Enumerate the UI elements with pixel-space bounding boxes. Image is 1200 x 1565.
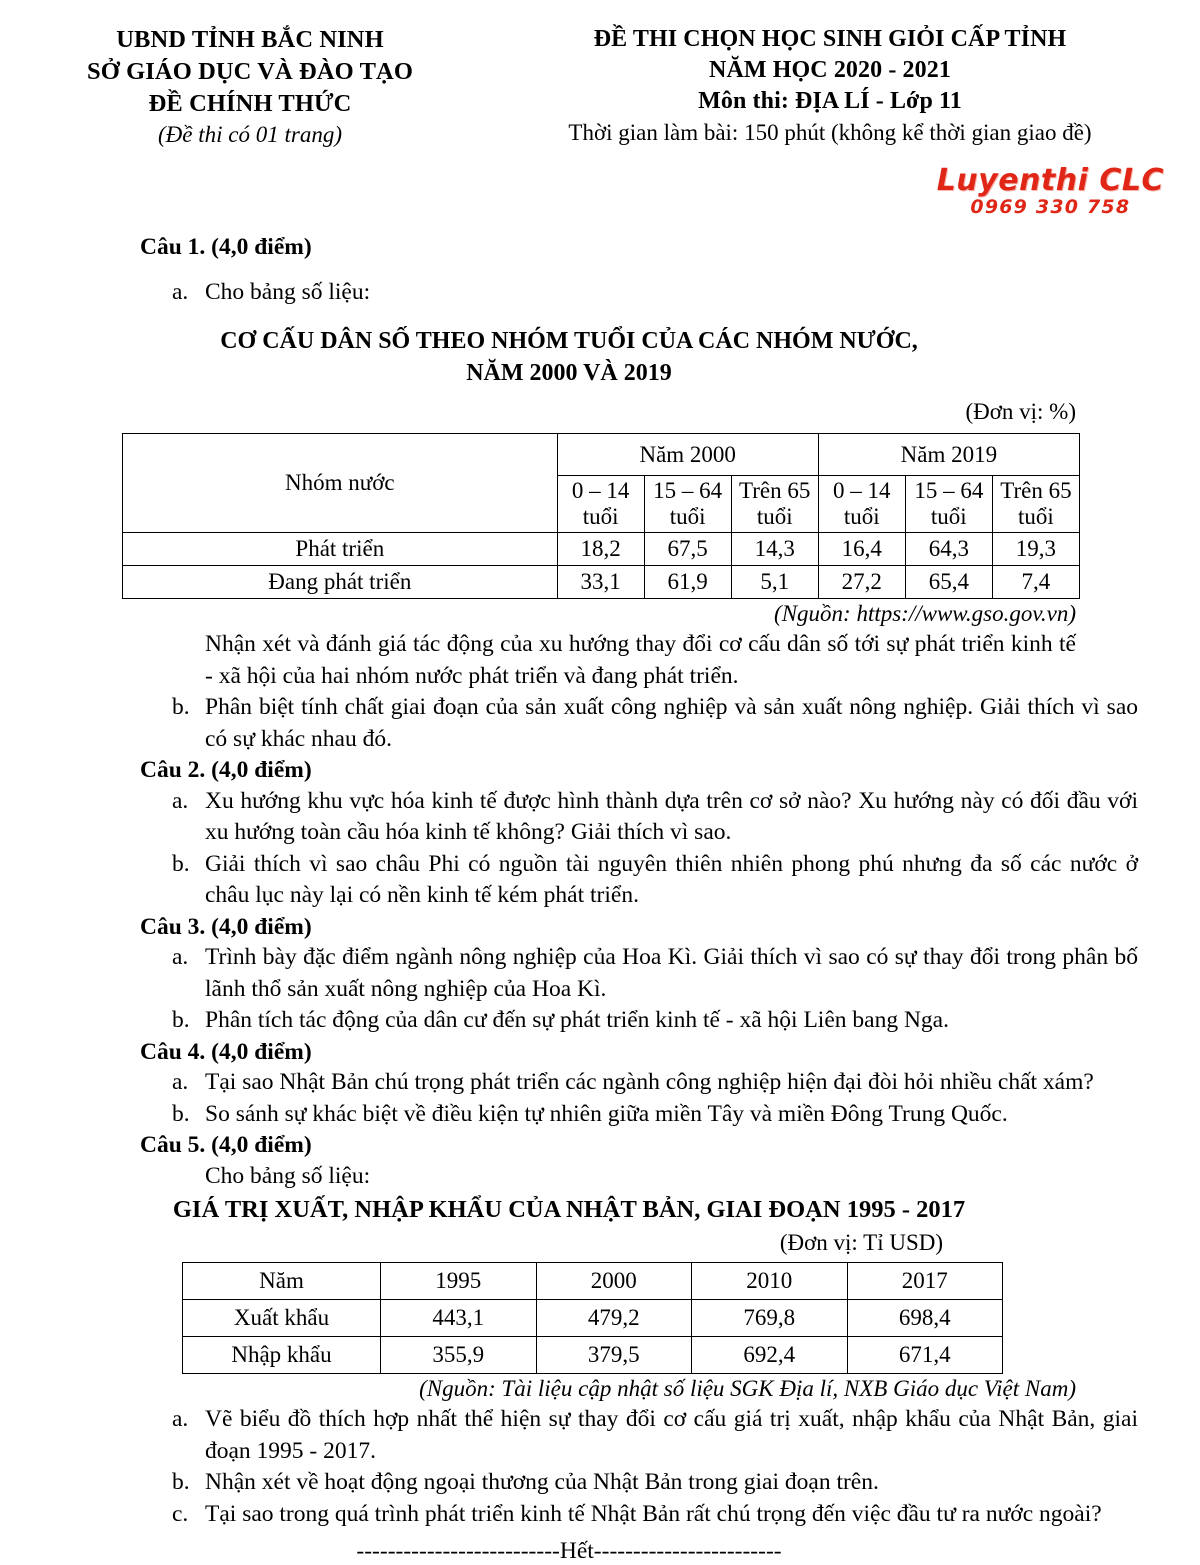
table2-row1-label: Nhập khẩu xyxy=(183,1337,381,1374)
item-text: Tại sao Nhật Bản chú trọng phát triển các ngành công nghiệp hiện đại đòi hỏi nhiều chất xám? xyxy=(205,1069,1094,1096)
table1-row0-cell0: 18,2 xyxy=(557,533,644,566)
item-text: Phân tích tác động của dân cư đến sự phát triển kinh tế - xã hội Liên bang Nga. xyxy=(205,1007,949,1034)
item-marker: b. xyxy=(172,1007,190,1034)
table1-row0-cell2: 14,3 xyxy=(731,533,818,566)
table1-row1-label: Đang phát triển xyxy=(123,566,558,599)
end-of-exam-marker: --------------------------Hết------------------------ xyxy=(356,1538,782,1565)
page-count-note: (Đề thi có 01 trang) xyxy=(158,121,342,147)
logo-phone-text: 0969 330 758 xyxy=(970,196,1131,218)
table2-row1-cell1: 379,5 xyxy=(536,1337,692,1374)
question-3-item-a xyxy=(172,942,1138,1005)
japan-trade-table xyxy=(182,1262,1003,1374)
item-text: So sánh sự khác biệt về điều kiện tự nhiên giữa miền Tây và miền Đông Trung Quốc. xyxy=(205,1100,1008,1127)
question-2-item-a xyxy=(172,786,1138,849)
question-1-after-table-text: Nhận xét và đánh giá tác động của xu hướng thay đổi cơ cấu dân số tới sự phát triển kinh tế - xã hội của hai nhóm nước phát triển và đang phát triển. xyxy=(205,631,1076,689)
table1-row0-cell4: 64,3 xyxy=(905,533,992,566)
question-5-item-a xyxy=(172,1404,1138,1467)
luyenthi-clc-logo xyxy=(936,163,1164,218)
exam-title-line: ĐỀ THI CHỌN HỌC SINH GIỎI CẤP TỈNH xyxy=(593,26,1067,52)
item-text: Nhận xét về hoạt động ngoại thương của Nhật Bản trong giai đoạn trên. xyxy=(205,1469,879,1496)
table1-row1-cell0: 33,1 xyxy=(557,566,644,599)
table2-title: GIÁ TRỊ XUẤT, NHẬP KHẨU CỦA NHẬT BẢN, GIAI ĐOẠN 1995 - 2017 xyxy=(172,1196,966,1224)
table-row xyxy=(183,1337,1003,1374)
table2-header-label: Năm xyxy=(183,1263,381,1300)
item-text: Tại sao trong quá trình phát triển kinh tế Nhật Bản rất chú trọng đến việc đầu tư ra nước ngoài? xyxy=(205,1500,1102,1527)
table1-group-header-2019: Năm 2019 xyxy=(818,434,1079,476)
table2-row1-cell0: 355,9 xyxy=(381,1337,537,1374)
table2-row0-label: Xuất khẩu xyxy=(183,1300,381,1337)
item-marker: b. xyxy=(172,1100,190,1127)
item-marker: a. xyxy=(172,944,189,971)
exam-body xyxy=(0,232,1200,1565)
table1-row1-cell3: 27,2 xyxy=(818,566,905,599)
table2-header-year-1: 2000 xyxy=(536,1263,692,1300)
item-marker: a. xyxy=(172,278,189,305)
table2-row0-cell3: 698,4 xyxy=(847,1300,1003,1337)
table1-subheader-1: 15 – 64 tuổi xyxy=(644,476,731,533)
department-line: SỞ GIÁO DỤC VÀ ĐÀO TẠO xyxy=(87,57,413,85)
header-right-block xyxy=(500,24,1160,149)
table1-title-line1: CƠ CẤU DÂN SỐ THEO NHÓM TUỔI CỦA CÁC NHÓM NƯỚC, xyxy=(220,328,918,355)
question-4-item-b xyxy=(172,1099,1138,1130)
table1-corner-label: Nhóm nước xyxy=(123,434,558,533)
document-header xyxy=(0,0,1200,149)
table2-unit-label: (Đơn vị: Tỉ USD) xyxy=(779,1230,943,1256)
official-exam-label: ĐỀ CHÍNH THỨC xyxy=(148,89,352,117)
table1-group-header-2000: Năm 2000 xyxy=(557,434,818,476)
question-4-heading: Câu 4. (4,0 điểm) xyxy=(140,1038,312,1065)
question-5-item-b xyxy=(172,1467,1138,1498)
table1-header-row-1 xyxy=(123,434,1080,476)
question-3-item-b xyxy=(172,1005,1138,1036)
table2-row0-cell0: 443,1 xyxy=(381,1300,537,1337)
table1-row1-cell5: 7,4 xyxy=(992,566,1079,599)
table1-title-line2: NĂM 2000 VÀ 2019 xyxy=(466,359,672,386)
table1-row0-cell1: 67,5 xyxy=(644,533,731,566)
table1-row1-cell4: 65,4 xyxy=(905,566,992,599)
table1-row0-label: Phát triển xyxy=(123,533,558,566)
question-5-intro: Cho bảng số liệu: xyxy=(205,1162,371,1189)
table2-source-note: (Nguồn: Tài liệu cập nhật số liệu SGK Địa lí, NXB Giáo dục Việt Nam) xyxy=(419,1376,1076,1402)
table-row xyxy=(123,533,1080,566)
question-3-heading: Câu 3. (4,0 điểm) xyxy=(140,913,312,940)
table2-row0-cell1: 479,2 xyxy=(536,1300,692,1337)
item-text: Cho bảng số liệu: xyxy=(205,278,371,305)
table-row xyxy=(183,1300,1003,1337)
item-text: Xu hướng khu vực hóa kinh tế được hình thành dựa trên cơ sở nào? Xu hướng này có đối đầu với xu hướng toàn cầu hóa kinh tế không? Giải thích vì sao. xyxy=(205,787,1138,846)
item-marker: b. xyxy=(172,850,190,877)
table1-row1-cell2: 5,1 xyxy=(731,566,818,599)
table2-row0-cell2: 769,8 xyxy=(692,1300,848,1337)
question-1-item-a xyxy=(172,277,1138,308)
table1-row0-cell5: 19,3 xyxy=(992,533,1079,566)
school-year-line: NĂM HỌC 2020 - 2021 xyxy=(709,57,951,84)
question-2-heading: Câu 2. (4,0 điểm) xyxy=(140,757,312,784)
item-marker: b. xyxy=(172,694,190,721)
province-authority-line: UBND TỈNH BẮC NINH xyxy=(116,26,384,53)
duration-line: Thời gian làm bài: 150 phút (không kể thời gian giao đề) xyxy=(568,119,1092,145)
item-marker: b. xyxy=(172,1469,190,1496)
table1-subheader-2: Trên 65 tuổi xyxy=(731,476,818,533)
table1-subheader-5: Trên 65 tuổi xyxy=(992,476,1079,533)
header-left-block xyxy=(0,24,500,149)
question-1-item-b xyxy=(172,692,1138,755)
population-structure-table xyxy=(122,433,1080,599)
table1-subheader-4: 15 – 64 tuổi xyxy=(905,476,992,533)
table2-row1-cell3: 671,4 xyxy=(847,1337,1003,1374)
table2-header-year-0: 1995 xyxy=(381,1263,537,1300)
item-text: Vẽ biểu đồ thích hợp nhất thể hiện sự thay đổi cơ cấu giá trị xuất, nhập khẩu của Nhật Bản, giai đoạn 1995 - 2017. xyxy=(205,1406,1138,1464)
item-marker: a. xyxy=(172,1406,189,1433)
table1-source-note: (Nguồn: https://www.gso.gov.vn) xyxy=(774,601,1076,627)
table1-subheader-0: 0 – 14 tuổi xyxy=(557,476,644,533)
table-row xyxy=(123,566,1080,599)
subject-grade-line: Môn thi: ĐỊA LÍ - Lớp 11 xyxy=(698,88,962,115)
table1-subheader-3: 0 – 14 tuổi xyxy=(818,476,905,533)
item-marker: a. xyxy=(172,1069,189,1096)
table2-header-row xyxy=(183,1263,1003,1300)
table2-header-year-2: 2010 xyxy=(692,1263,848,1300)
table1-unit-label: (Đơn vị: %) xyxy=(965,399,1076,425)
table1-row1-cell1: 61,9 xyxy=(644,566,731,599)
item-marker: a. xyxy=(172,787,189,814)
question-4-item-a xyxy=(172,1067,1138,1098)
item-marker: c. xyxy=(172,1500,189,1527)
question-1-heading: Câu 1. (4,0 điểm) xyxy=(140,234,312,260)
table1-row0-cell3: 16,4 xyxy=(818,533,905,566)
logo-brand-text: Luyenthi CLC xyxy=(936,163,1164,198)
question-5-item-c xyxy=(172,1499,1138,1530)
item-text: Trình bày đặc điểm ngành nông nghiệp của Hoa Kì. Giải thích vì sao có sự thay đổi trong phân bố lãnh thổ sản xuất nông nghiệp của Hoa Kì. xyxy=(205,944,1138,1002)
item-text: Giải thích vì sao châu Phi có nguồn tài nguyên thiên nhiên phong phú nhưng đa số các nước ở châu lục này lại có nền kinh tế kém phát triển. xyxy=(205,850,1138,909)
item-text: Phân biệt tính chất giai đoạn của sản xuất công nghiệp và sản xuất nông nghiệp. Giải thích vì sao có sự khác nhau đó. xyxy=(205,694,1138,752)
table2-row1-cell2: 692,4 xyxy=(692,1337,848,1374)
table2-header-year-3: 2017 xyxy=(847,1263,1003,1300)
question-5-heading: Câu 5. (4,0 điểm) xyxy=(140,1132,312,1159)
question-2-item-b xyxy=(172,849,1138,912)
